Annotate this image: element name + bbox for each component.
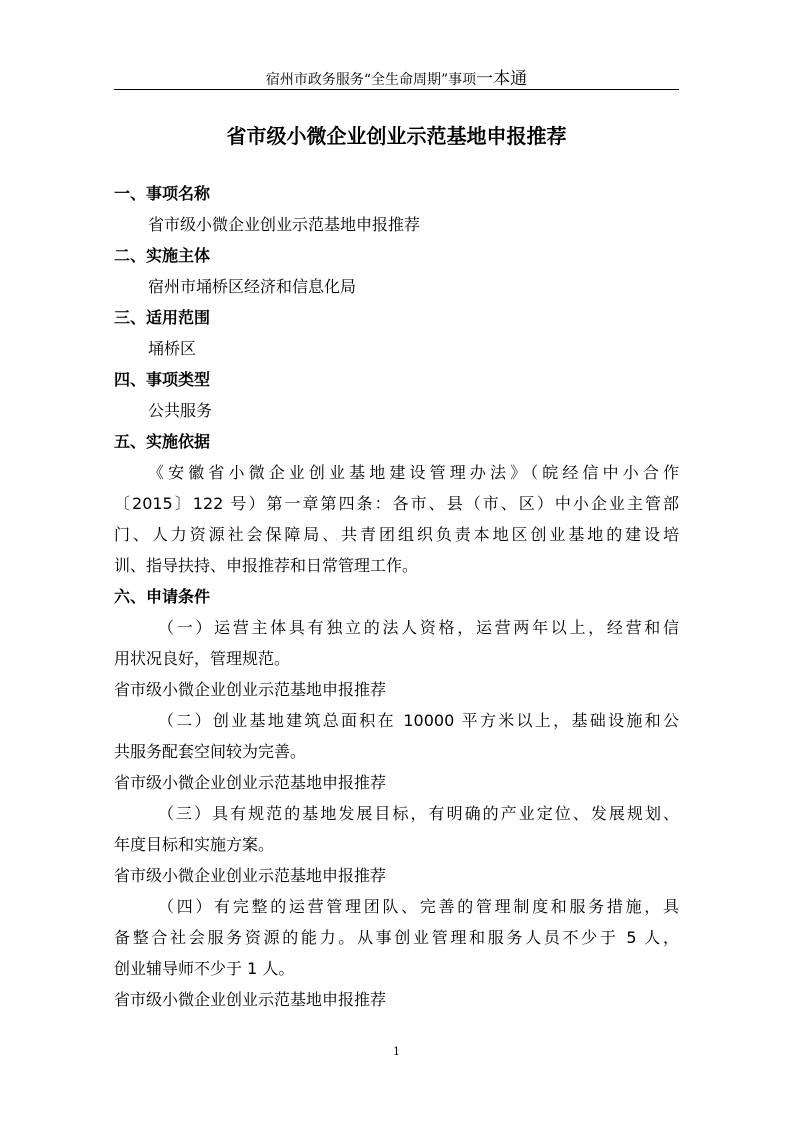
basis-line-2: 〔2015〕122 号）第一章第四条：各市、县（市、区）中小企业主管部 [114, 494, 679, 513]
condition-1-line-1: （一）运营主体具有独立的法人资格，运营两年以上，经营和信 [158, 618, 679, 637]
section-heading-3: 三、适用范围 [114, 308, 211, 327]
condition-3-line-2: 年度目标和实施方案。 [114, 835, 275, 854]
section-heading-2: 二、实施主体 [114, 246, 211, 265]
section-heading-6: 六、申请条件 [114, 587, 211, 606]
condition-3-line-1: （三）具有规范的基地发展目标，有明确的产业定位、发展规划、 [158, 804, 679, 823]
basis-line-1: 《安徽省小微企业创业基地建设管理办法》（皖经信中小合作 [148, 463, 679, 482]
basis-line-3: 门、人力资源社会保障局、共青团组织负责本地区创业基地的建设培 [114, 525, 679, 544]
condition-4-line-2: 备整合社会服务资源的能力。从事创业管理和服务人员不少于 5 人， [114, 928, 679, 947]
section-body-1: 省市级小微企业创业示范基地申报推荐 [148, 215, 421, 234]
section-body-2: 宿州市埇桥区经济和信息化局 [148, 277, 357, 296]
condition-2-line-2: 共服务配套空间较为完善。 [114, 742, 307, 761]
condition-item-label-4: 省市级小微企业创业示范基地申报推荐 [114, 990, 387, 1009]
document-body [114, 178, 679, 1015]
document-title: 省市级小微企业创业示范基地申报推荐 [226, 124, 567, 148]
section-heading-1: 一、事项名称 [114, 184, 211, 203]
page-number: 1 [393, 1045, 400, 1058]
condition-4-line-3: 创业辅导师不少于 1 人。 [114, 959, 295, 978]
condition-4-line-1: （四）有完整的运营管理团队、完善的管理制度和服务措施，具 [158, 897, 679, 916]
condition-item-label-1: 省市级小微企业创业示范基地申报推荐 [114, 680, 387, 699]
section-body-4: 公共服务 [148, 401, 213, 420]
header-rule [114, 89, 679, 90]
header-suffix: 一本通 [476, 69, 528, 89]
page-header [0, 64, 793, 89]
section-heading-4: 四、事项类型 [114, 370, 211, 389]
basis-line-4: 训、指导扶持、申报推荐和日常管理工作。 [114, 556, 419, 575]
condition-item-label-3: 省市级小微企业创业示范基地申报推荐 [114, 866, 387, 885]
condition-1-line-2: 用状况良好，管理规范。 [114, 649, 291, 668]
section-body-3: 埇桥区 [148, 339, 197, 358]
header-prefix: 宿州市政务服务“全生命周期”事项 [265, 72, 477, 88]
section-heading-5: 五、实施依据 [114, 432, 211, 451]
condition-2-line-1: （二）创业基地建筑总面积在 10000 平方米以上，基础设施和公 [158, 711, 679, 730]
condition-item-label-2: 省市级小微企业创业示范基地申报推荐 [114, 773, 387, 792]
